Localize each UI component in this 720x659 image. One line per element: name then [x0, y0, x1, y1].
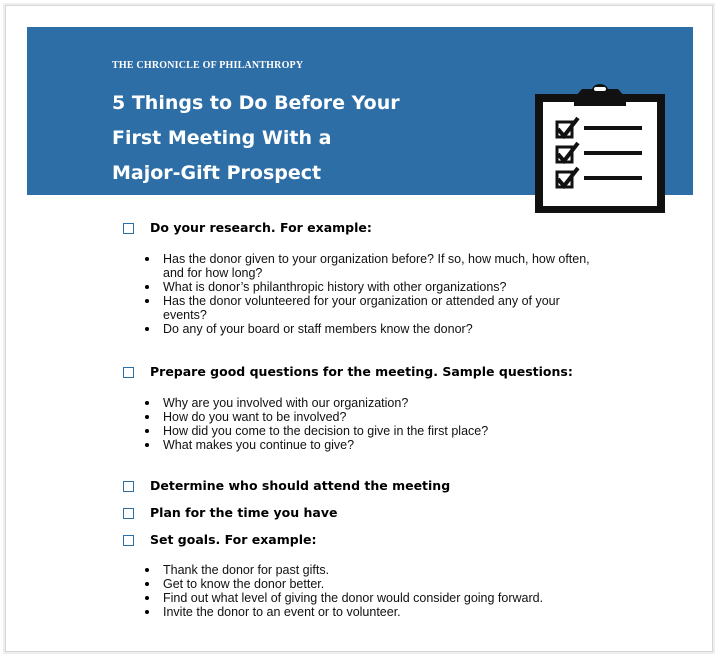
checklist-item [120, 362, 640, 382]
checkbox[interactable] [123, 535, 134, 546]
bullet-list [120, 563, 640, 619]
bullet-item: Thank the donor for past gifts. [120, 563, 640, 577]
bullet-item: What makes you continue to give? [120, 438, 640, 452]
title-line: Major-Gift Prospect [112, 162, 322, 184]
checklist-item-label: Determine who should attend the meeting [150, 478, 451, 493]
bullet-item: Invite the donor to an event or to volunteer. [120, 605, 640, 619]
checklist [120, 218, 640, 619]
publisher-name: THE CHRONICLE OF PHILANTHROPY [112, 60, 304, 71]
checkbox[interactable] [123, 367, 134, 378]
bullet-item: Find out what level of giving the donor would consider going forward. [120, 591, 640, 605]
bullet-item: Has the donor volunteered for your organization or attended any of your events? [120, 294, 603, 322]
title-line: First Meeting With a [112, 127, 332, 149]
checklist-item [120, 530, 640, 550]
bullet-item: Has the donor given to your organization before? If so, how much, how often, and for how long? [120, 252, 603, 280]
checkbox[interactable] [123, 223, 134, 234]
bullet-list [120, 252, 640, 336]
bullet-item: Do any of your board or staff members know the donor? [120, 322, 640, 336]
page-title [112, 86, 512, 191]
title-line: 5 Things to Do Before Your [112, 92, 400, 114]
bullet-item: How do you want to be involved? [120, 410, 640, 424]
bullet-item: Why are you involved with our organization? [120, 396, 640, 410]
checklist-item [120, 218, 640, 238]
checklist-item [120, 476, 640, 496]
clipboard-checklist-icon [534, 84, 666, 214]
checkbox[interactable] [123, 481, 134, 492]
bullet-item: Get to know the donor better. [120, 577, 640, 591]
bullet-item: What is donor’s philanthropic history with other organizations? [120, 280, 640, 294]
bullet-list [120, 396, 640, 452]
checklist-item-label: Set goals. For example: [150, 532, 317, 547]
checklist-item [120, 503, 640, 523]
checklist-item-label: Do your research. For example: [150, 220, 372, 235]
checklist-item-label: Prepare good questions for the meeting. Sample questions: [150, 364, 573, 379]
bullet-item: How did you come to the decision to give in the first place? [120, 424, 640, 438]
checkbox[interactable] [123, 508, 134, 519]
checklist-item-label: Plan for the time you have [150, 505, 338, 520]
